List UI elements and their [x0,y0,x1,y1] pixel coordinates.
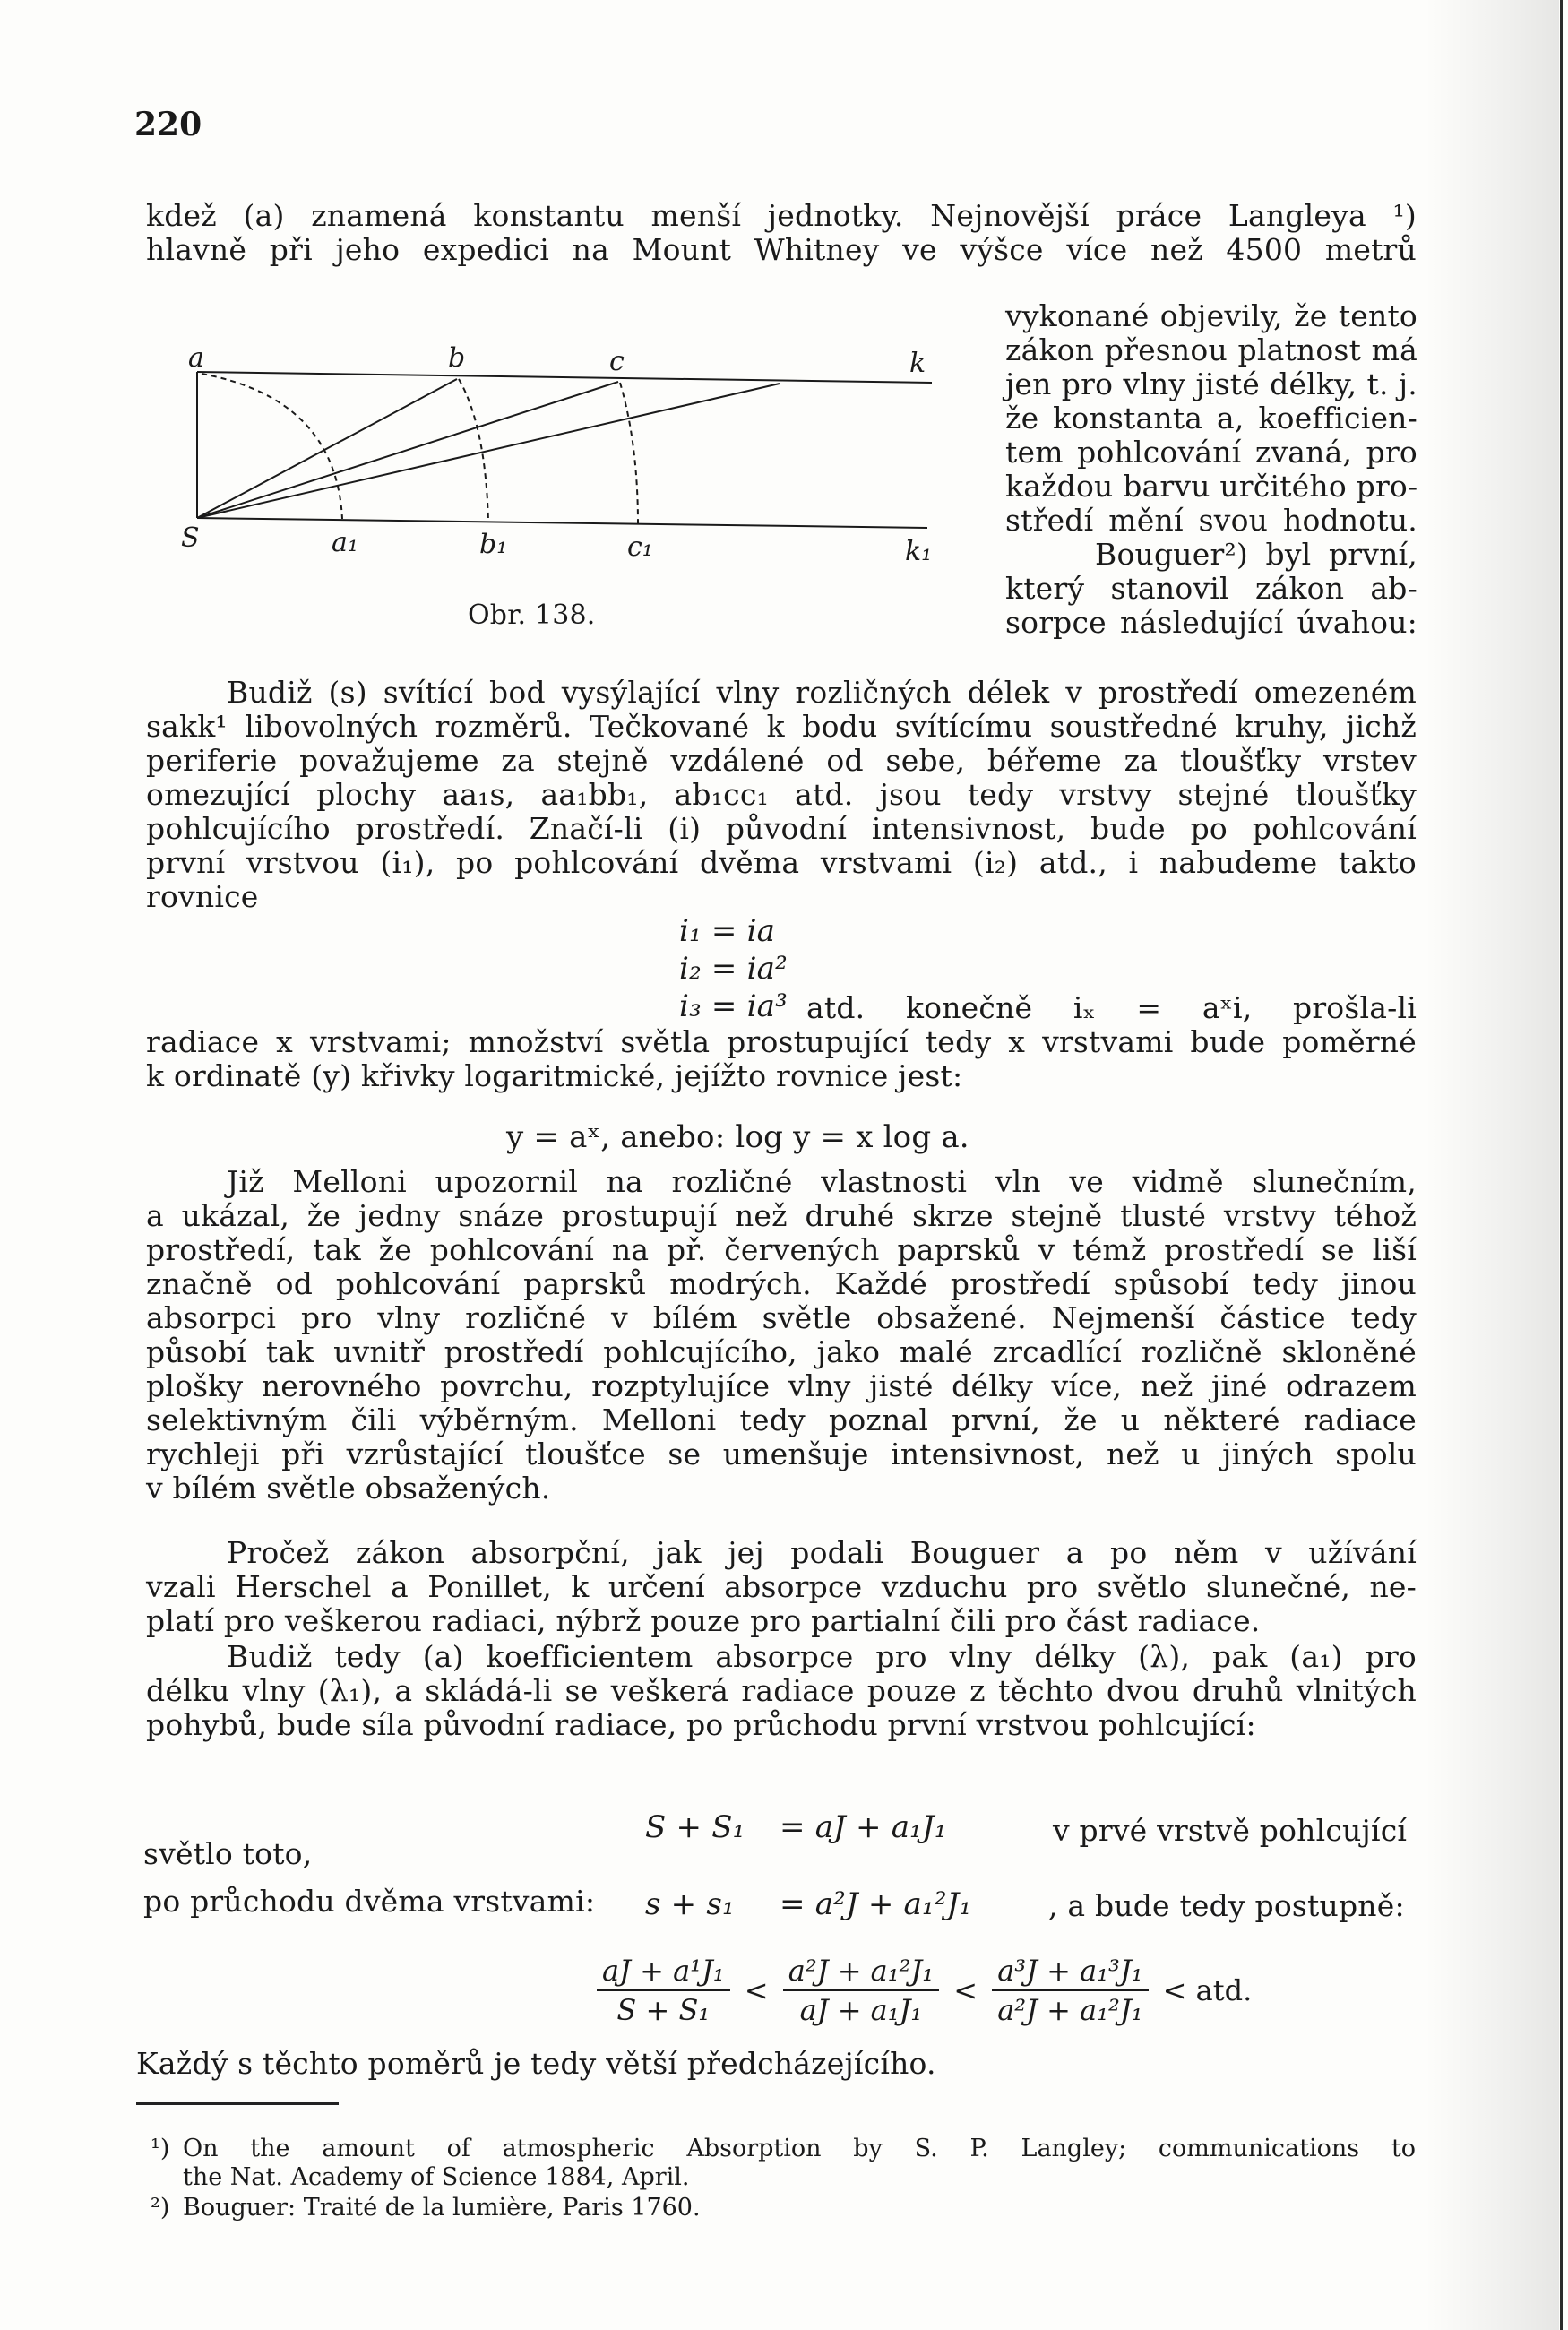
paragraph-5 [146,1640,1417,1742]
label-b: b [448,345,466,374]
label-c: c [609,346,625,377]
page-edge-shadow [1425,0,1559,2330]
page-edge [1560,0,1563,2330]
text-line: Pročež zákon absorpční, jak jej podali Bouguer a po něm v užívání [227,1535,1417,1570]
log-equation: y = aˣ, anebo: log y = x log a. [506,1119,969,1155]
equation-i2: i₂ = ia² [679,951,788,987]
text-line: Bouguer²) byl první, [1095,537,1417,572]
page-number: 220 [134,106,202,143]
text-line: hlavně při jeho expedici na Mount Whitney ve výšce více než 4500 metrů [146,232,1417,267]
footnote-1 [151,2135,1416,2192]
text-line: délku vlny (λ₁), a skládá-li se veškerá radiace pouze z těchto dvou druhů vlnitých [146,1673,1417,1708]
fraction-numerator: aJ + a¹J₁ [597,1954,730,1991]
conclusion-line: Každý s těchto poměrů je tedy větší předcházejícího. [136,2046,936,2081]
less-than: < [953,1973,978,2007]
text-line: vykonané objevily, že tento [1005,298,1417,333]
fraction-denominator: S + S₁ [616,1993,711,2027]
fraction [597,1954,730,2027]
text-line: pohlcujícího prostředí. Značí-li (i) původní intensivnost, bude po pohlcování [146,811,1417,846]
text-line: vzali Herschel a Ponillet, k určení absorpce vzduchu pro světlo slunečné, ne- [146,1569,1417,1604]
text-line: středí mění svou hodnotu. [1005,503,1417,538]
intro-paragraph [146,199,1417,267]
text-line: rovnice [146,879,259,914]
text-line: sakk¹ libovolných rozměrů. Tečkované k bodu svítícímu soustředné kruhy, jichž [146,709,1417,744]
figure-caption: Obr. 138. [468,600,596,631]
text-line: zákon přesnou platnost má [1005,332,1417,367]
label-k1: k₁ [905,536,933,567]
text-line: působí tak uvnitř prostředí pohlcujícího, jako malé zrcadlící rozličně skloněné [146,1334,1417,1369]
text-line: omezující plochy aa₁s, aa₁bb₁, ab₁cc₁ atd. jsou tedy vrstvy stejné tloušťky [146,777,1417,812]
text-line: plošky nerovného povrchu, rozptylujíce vlny jisté délky více, než jiné odrazem [146,1368,1417,1403]
text-line: periferie považujeme za stejně vzdálené od sebe, béřeme za tloušťky vrstev [146,743,1417,778]
text-line: Budiž (s) svítící bod vysýlající vlny rozličných délek v prostředí omezeném [227,675,1417,710]
paragraph-3 [146,1165,1417,1506]
paragraph-2 [146,1025,1417,1093]
footnote-2 [151,2194,701,2222]
equation-i3-tail [806,991,1417,1025]
fraction [783,1954,939,2027]
text-line: Již Melloni upozornil na rozličné vlastnosti vln ve vidmě slunečním, [227,1164,1417,1199]
footnote-line: On the amount of atmospheric Absorption by S. P. Langley; communications to [183,2135,1416,2162]
text-line: absorpci pro vlny rozličné v bílém světle obsažené. Nejmenší částice tedy [146,1300,1417,1335]
less-than: < [744,1973,769,2007]
paragraph-4 [146,1536,1417,1638]
text-line: každou barvu určitého pro- [1005,469,1418,504]
fraction [992,1954,1148,2027]
text-line: Budiž tedy (a) koefficientem absorpce pro vlny délky (λ), pak (a₁) pro [227,1639,1417,1674]
text-line: k ordinatě (y) křivky logaritmické, jejížto rovnice jest: [146,1058,963,1093]
text-line: tem pohlcování zvaná, pro [1005,435,1417,470]
eq-first-continuation: světlo toto, [143,1836,313,1871]
text-line: rychleji při vzrůstající tloušťce se umenšuje intensivnost, než u jiných spolu [146,1437,1417,1471]
text-line: prostředí, tak že pohlcování na př. červených paprsků v témž prostředí se liší [146,1232,1417,1267]
paragraph-1 [146,676,1417,914]
text-line: pohybů, bude síla původní radiace, po průchodu první vrstvou pohlcující: [146,1707,1256,1742]
eq-second-lhs: s + s₁ [645,1886,735,1922]
text-line: jen pro vlny jisté délky, t. j. [1005,367,1417,401]
text-line: v bílém světle obsažených. [146,1471,551,1506]
text-line: značně od pohlcování paprsků modrých. Každé prostředí spůsobí tedy jinou [146,1266,1417,1301]
text-line: a ukázal, že jedny snáze prostupují než druhé skrze stejně tlusté vrstvy téhož [146,1198,1417,1233]
equation-i3: i₃ = ia³ [679,988,788,1024]
ratio-chain [591,1954,1252,2027]
text-line: platí pro veškerou radiaci, nýbrž pouze pro partialní čili pro část radiace. [146,1603,1261,1638]
label-k: k [909,348,926,379]
text-line: první vrstvou (i₁), po pohlcování dvěma vrstvami (i₂) atd., i nabudeme takto [146,845,1417,880]
text-line: který stanovil zákon ab- [1005,571,1417,606]
text-line: kdež (a) znamená konstantu menší jednotky. Nejnovější práce Langleya ¹) [146,198,1417,233]
footnote-mark: ¹) [151,2135,170,2162]
right-column-text [1005,299,1417,640]
label-a: a [188,345,204,374]
fraction-denominator: aJ + a₁J₁ [799,1993,923,2027]
eq-second-rhs: = a²J + a₁²J₁ [780,1886,972,1922]
footnote-line: Bouguer: Traité de la lumière, Paris 1760. [183,2194,701,2222]
fraction-numerator: a²J + a₁²J₁ [783,1954,939,1991]
eq-first-rhs: = aJ + a₁J₁ [780,1809,947,1845]
ratio-chain-tail: < atd. [1162,1973,1253,2007]
text-line: sorpce následující úvahou: [1005,605,1417,640]
eq-second-label: po průchodu dvěma vrstvami: [143,1884,596,1919]
fraction-denominator: a²J + a₁²J₁ [997,1993,1143,2027]
text-line: radiace x vrstvami; množství světla prostupující tedy x vrstvami bude poměrné [146,1024,1417,1059]
fraction-numerator: a³J + a₁³J₁ [992,1954,1148,1991]
equation-i1: i₁ = ia [679,913,776,949]
eq-second-tail: , a bude tedy postupně: [1048,1888,1405,1923]
label-c1: c₁ [627,531,653,563]
eq-first-lhs: S + S₁ [645,1809,745,1845]
label-s: S [181,522,200,554]
text-line: selektivným čili výběrným. Melloni tedy poznal první, že u některé radiace [146,1402,1417,1437]
eq-first-tail: v prvé vrstvě pohlcující [1053,1813,1408,1848]
label-b1: b₁ [479,529,508,560]
footnote-separator [136,2102,339,2105]
label-a1: a₁ [332,527,358,558]
text-line: atd. konečně iₓ = aˣi, prošla-li [806,990,1417,1025]
footnote-mark: ²) [151,2194,170,2222]
text-line: že konstanta a, koefficien- [1005,401,1417,436]
footnote-line: the Nat. Academy of Science 1884, April. [183,2163,690,2191]
